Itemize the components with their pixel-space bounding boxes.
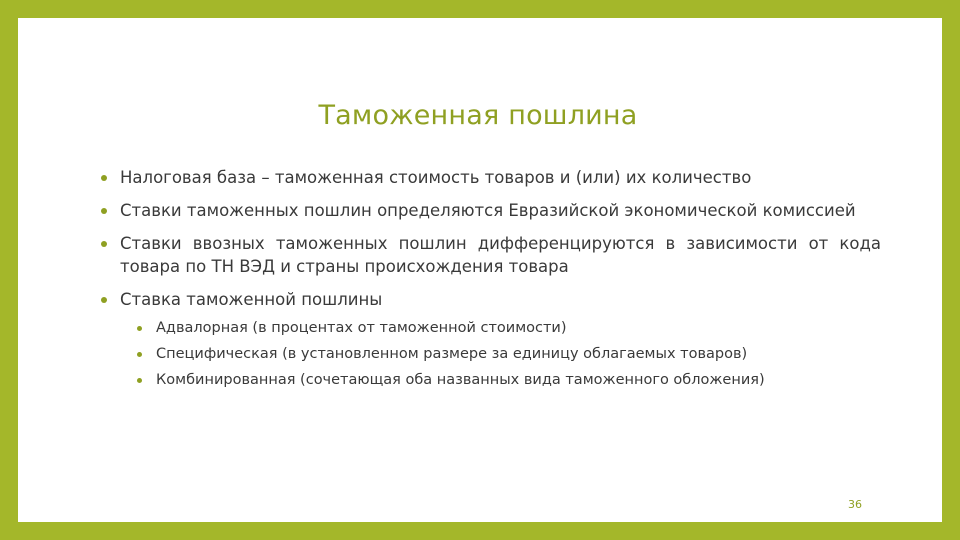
- slide: [18, 18, 942, 522]
- bullet-item: [101, 199, 881, 222]
- bullet-text: Ставка таможенной пошлины: [120, 290, 383, 309]
- page-number: 36: [848, 498, 862, 511]
- bullet-text: Налоговая база – таможенная стоимость товаров и (или) их количество: [120, 168, 752, 187]
- bullet-list: [101, 166, 881, 403]
- bullet-text: Ставки ввозных таможенных пошлин дифференцируются в зависимости от кода товара по ТН ВЭД и страны происхождения товара: [120, 234, 881, 276]
- bullet-item: [101, 288, 881, 393]
- sub-bullet-item: Комбинированная (сочетающая оба названных вида таможенного обложения): [136, 367, 881, 393]
- sub-bullet-item: Специфическая (в установленном размере за единицу облагаемых товаров): [136, 341, 881, 367]
- bullet-text: Ставки таможенных пошлин определяются Евразийской экономической комиссией: [120, 201, 856, 220]
- bullet-item: [101, 232, 881, 278]
- sub-bullet-item: Адвалорная (в процентах от таможенной стоимости): [136, 315, 881, 341]
- bullet-item: [101, 166, 881, 189]
- sub-bullet-list: [136, 315, 881, 393]
- slide-title: Таможенная пошлина: [318, 100, 638, 131]
